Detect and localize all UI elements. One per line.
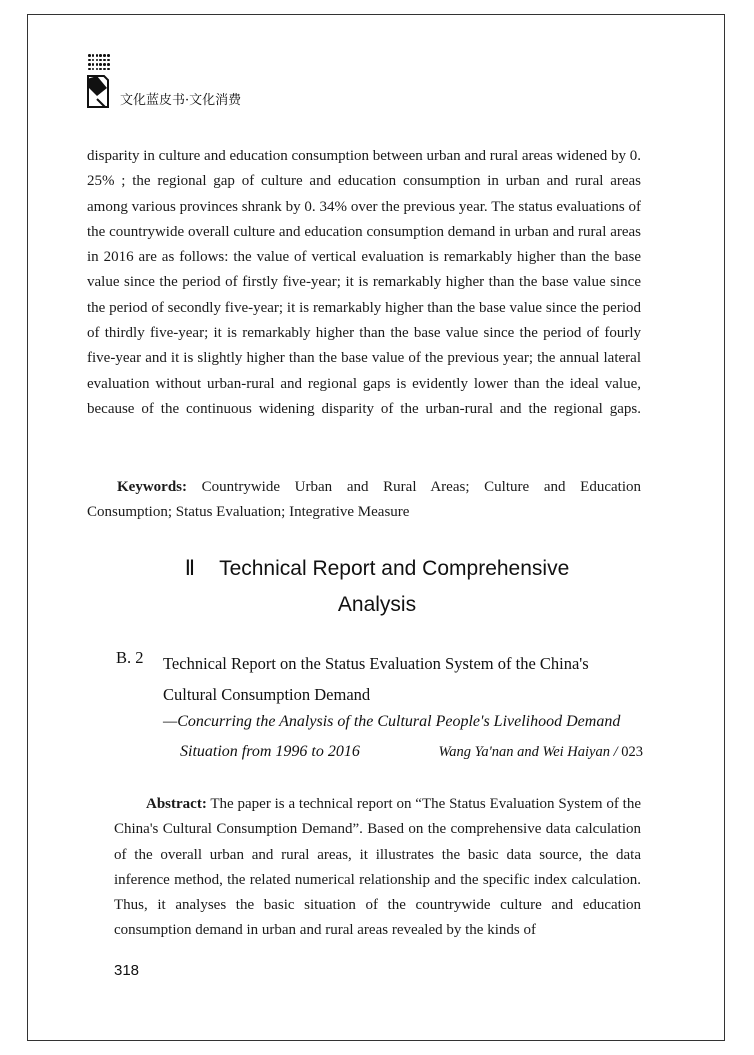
logo-dot [103,59,106,62]
logo-dot [99,59,102,62]
entry-title: Technical Report on the Status Evaluation System of the China's Cultural Consumption Demand [163,654,589,704]
abstract-label: Abstract: [146,796,207,812]
keywords-paragraph [87,475,641,526]
logo-dot [107,68,110,71]
entry-page: 023 [621,744,643,760]
logo-dot [88,54,91,57]
logo-dot [99,68,102,71]
logo-dot [107,59,110,62]
logo-dots-icon [88,52,112,74]
keywords-label: Keywords: [117,479,187,495]
logo-dot [88,63,91,66]
logo-dot [103,63,106,66]
entry-authors: Wang Ya'nan and Wei Haiyan / [438,744,622,760]
logo-dot [96,63,99,66]
logo-dot [107,54,110,57]
section-numeral: Ⅱ [184,556,196,580]
logo-dot [107,63,110,66]
section-title-line2: Analysis [337,593,417,616]
logo-dot [99,63,102,66]
logo-dot [92,54,95,57]
entry-subtitle-line2: Situation from 1996 to 2016 [180,743,360,760]
entry-subtitle [163,707,643,767]
logo-dot [92,63,95,66]
entry-number: B. 2 [116,648,144,667]
logo-dot [88,59,91,62]
logo-dot [99,54,102,57]
series-label: 文化蓝皮书·文化消费 [120,93,242,108]
body-paragraph: disparity in culture and education consumption between urban and rural areas widened by 0. 25% ; the regional gap of culture and education consumption in urban and rural areas among various provinces shrank by 0. 34% over the previous year. The status evaluations of the countrywide overall culture and education consumption demand in urban and rural areas in 2016 are as follows: the value of vertical evaluation is remarkably higher than the base value since the period of firstly five-year; it is remarkably higher than the base value since the period of secondly five-year; it is remarkably higher than the base value since the period of thirdly five-year; it is remarkably higher than the base value since the period of fourly five-year and it is slightly higher than the base value of the previous year; the annual lateral evaluation without urban-rural and regional gaps is evidently lower than the ideal value, because of the continuous widening disparity of the urban-rural and the regional gaps. [87,148,641,417]
book-logo-icon [85,74,111,110]
section-heading [87,550,667,623]
logo-dot [88,68,91,71]
logo-dot [96,68,99,71]
logo-dot [103,54,106,57]
logo-dot [92,68,95,71]
abstract-paragraph [114,792,641,944]
abstract-text: The paper is a technical report on “The Status Evaluation System of the China's Cultural Consumption Demand”. Based on the comprehensive data calculation of the overall urban and rural areas, it illustrates the basic data source, the data inference method, the related numerical relationship and the specific index calculation. Thus, it analyses the basic situation of the countrywide culture and education consumption demand in urban and rural areas revealed by the kinds of [114,796,641,939]
logo-dot [96,54,99,57]
logo-dot [103,68,106,71]
entry-subtitle-line1: —Concurring the Analysis of the Cultural People's Livelihood Demand [163,713,621,730]
section-title-line1: Technical Report and Comprehensive [219,557,570,580]
page-number: 318 [114,962,140,979]
logo-dot [96,59,99,62]
running-header [85,52,385,124]
keywords-text: Countrywide Urban and Rural Areas; Culture and Education Consumption; Status Evaluation; Integrative Measure [87,479,641,521]
logo-dot [92,59,95,62]
